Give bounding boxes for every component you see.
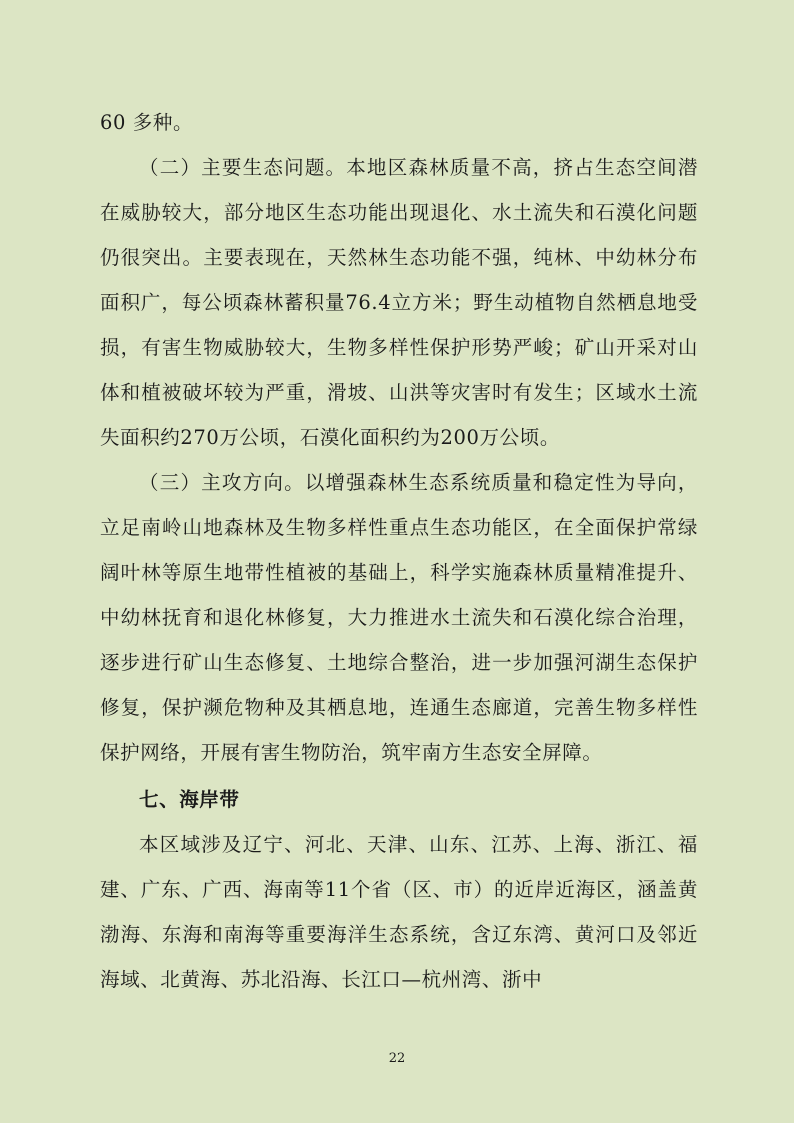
paragraph-main-direction: （三）主攻方向。以增强森林生态系统质量和稳定性为导向，立足南岭山地森林及生物多样性重点生态功能区，在全面保护常绿阔叶林等原生地带性植被的基础上，科学实施森林质量精准提升、中幼林抚育和退化林修复，大力推进水土流失和石漠化综合治理，逐步进行矿山生态修复、土地综合整治，进一步加强河湖生态保护修复，保护濒危物种及其栖息地，连通生态廊道，完善生物多样性保护网络，开展有害生物防治，筑牢南方生态安全屏障。	[100, 471, 698, 764]
paragraph-coastal-zone-scope: 本区域涉及辽宁、河北、天津、山东、江苏、上海、浙江、福建、广东、广西、海南等11个省（区、市）的近岸近海区，涵盖黄渤海、东海和南海等重要海洋生态系统，含辽东湾、黄河口及邻近海域、北黄海、苏北沿海、长江口—杭州湾、浙中	[100, 833, 698, 991]
section-heading-coastal-zone: 七、海岸带	[139, 788, 240, 811]
page-number: 22	[388, 1051, 406, 1066]
paragraph-main-ecological-problems: （二）主要生态问题。本地区森林质量不高，挤占生态空间潜在威胁较大，部分地区生态功能出现退化、水土流失和石漠化问题仍很突出。主要表现在，天然林生态功能不强，纯林、中幼林分布面积广，每公顷森林蓄积量76.4立方米；野生动植物自然栖息地受损，有害生物威胁较大，生物多样性保护形势严峻；矿山开采对山体和植被破坏较为严重，滑坡、山洪等灾害时有发生；区域水土流失面积约270万公顷，石漠化面积约为200万公顷。	[100, 156, 698, 449]
document-body	[100, 100, 698, 1002]
paragraph-continuation: 60 多种。	[100, 111, 194, 134]
